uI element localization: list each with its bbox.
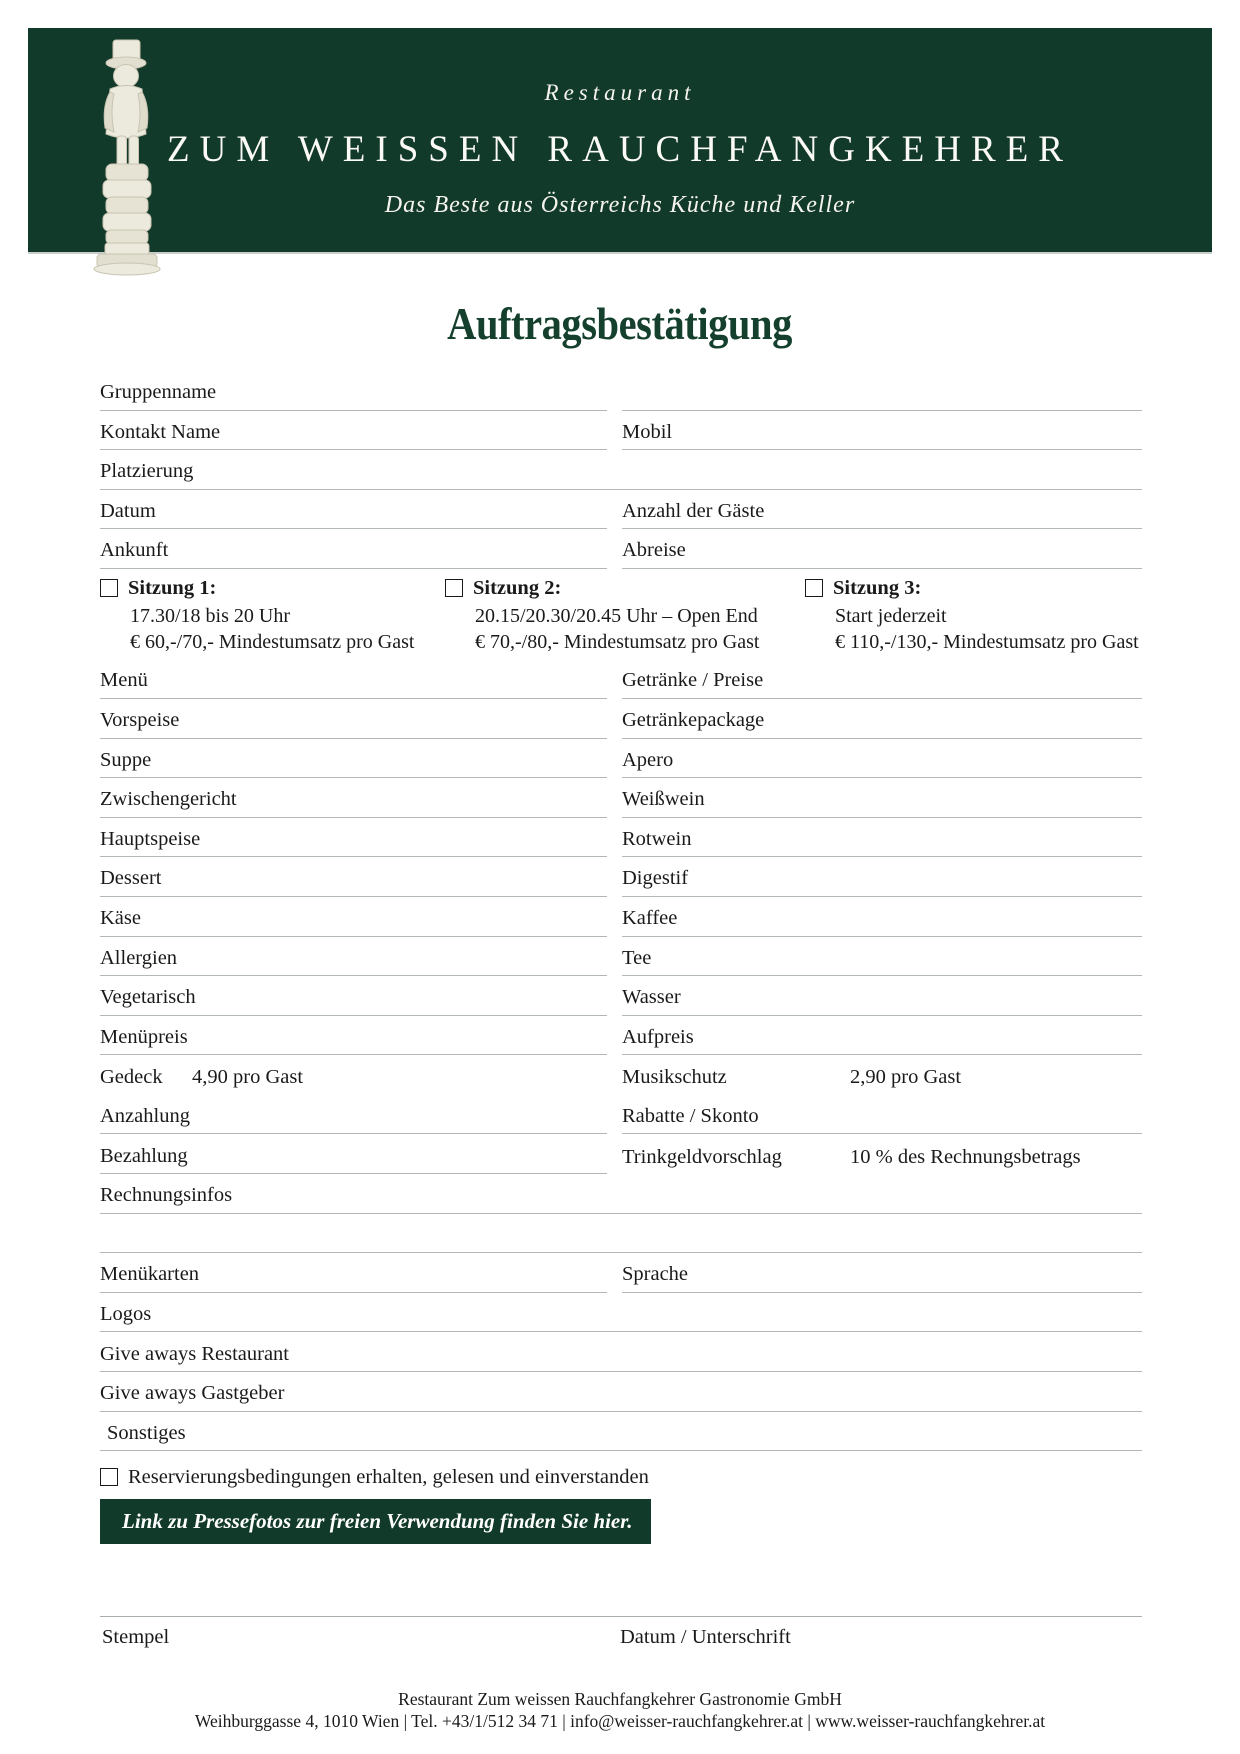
sonstiges-field[interactable] [100, 1412, 1142, 1452]
page-title: Auftragsbestätigung [447, 299, 793, 349]
footer [0, 1688, 1240, 1732]
anzahl-gaeste-field[interactable] [622, 490, 1142, 530]
field-label: Logos [100, 1302, 152, 1325]
rotwein-field[interactable] [622, 818, 1142, 858]
weisswein-field[interactable] [622, 778, 1142, 818]
field-label: Allergien [100, 946, 178, 969]
field-label: Ankunft [100, 539, 169, 562]
agreement-checkbox[interactable] [100, 1468, 118, 1486]
form-row [100, 1016, 1142, 1056]
agreement-row [100, 1465, 1142, 1489]
form-row [100, 1332, 1142, 1372]
rabatte-skonto-field[interactable] [622, 1095, 1142, 1135]
form-row [100, 897, 1142, 937]
form-row [100, 739, 1142, 779]
sitzung-1-checkbox[interactable] [100, 579, 118, 597]
allergien-field[interactable] [100, 937, 607, 977]
form-row [100, 699, 1142, 739]
sitzung-2-label: Sitzung 2: [473, 576, 562, 599]
vegetarisch-field[interactable] [100, 976, 607, 1016]
field-label: Give aways Gastgeber [100, 1382, 285, 1405]
form-row [100, 1214, 1142, 1254]
form-row [100, 976, 1142, 1016]
field-label: Bezahlung [100, 1144, 188, 1167]
field-label: Kaffee [622, 907, 678, 930]
restaurant-subtitle: Restaurant [544, 80, 696, 105]
form-row [100, 411, 1142, 451]
restaurant-name: ZUM WEISSEN RAUCHFANGKEHRER [167, 129, 1073, 170]
field-label: Sprache [622, 1263, 689, 1286]
menuepreis-field[interactable] [100, 1016, 607, 1056]
menuekarten-field[interactable] [100, 1253, 607, 1293]
kaffee-field[interactable] [622, 897, 1142, 937]
field-label: Digestif [622, 867, 689, 890]
kaese-field[interactable] [100, 897, 607, 937]
stempel-label: Stempel [102, 1626, 170, 1648]
header-banner [28, 28, 1212, 252]
aufpreis-field[interactable] [622, 1016, 1142, 1056]
field-label: Rabatte / Skonto [622, 1104, 759, 1127]
form-row [100, 818, 1142, 858]
sitzung-1-details: 17.30/18 bis 20 Uhr € 60,-/70,- Mindestumsatz pro Gast [130, 604, 415, 653]
form-row [100, 529, 1142, 569]
kontakt-name-field[interactable] [100, 411, 607, 451]
footer-contact: Weihburggasse 4, 1010 Wien | Tel. +43/1/512 34 71 | info@weisser-rauchfangkehrer.at | www.weisser-rauchfangkehrer.at [194, 1711, 1046, 1731]
field-label: Tee [622, 946, 652, 969]
sitzung-3-label: Sitzung 3: [833, 576, 922, 599]
field-label: Kontakt Name [100, 420, 221, 443]
anzahlung-field[interactable] [100, 1095, 607, 1135]
field-label: Wasser [622, 986, 681, 1009]
form-row [100, 490, 1142, 530]
form-row [100, 1095, 1142, 1135]
field-label: Datum [100, 499, 156, 522]
tee-field[interactable] [622, 937, 1142, 977]
field-label: Platzierung [100, 460, 194, 483]
vorspeise-field[interactable] [100, 699, 607, 739]
sitzung-1-option [100, 577, 414, 655]
field-label: Rotwein [622, 827, 692, 850]
form-row [100, 1253, 1142, 1293]
mobil-field[interactable] [622, 411, 1142, 451]
field-label: Hauptspeise [100, 827, 201, 850]
field-label: Vegetarisch [100, 986, 196, 1009]
form-row [100, 857, 1142, 897]
datum-unterschrift-label: Datum / Unterschrift [620, 1626, 791, 1648]
form-row [100, 1293, 1142, 1333]
platzierung-field[interactable] [100, 450, 1142, 490]
field-label: Anzahl der Gäste [622, 499, 765, 522]
form-row [100, 1412, 1142, 1452]
trinkgeld-row [622, 1134, 1142, 1174]
musikschutz-row [622, 1055, 1142, 1095]
form-row [100, 1055, 1142, 1095]
apero-field[interactable] [622, 739, 1142, 779]
sitzung-2-option [445, 577, 759, 655]
field-label: Getränke / Preise [622, 669, 764, 692]
footer-company: Restaurant Zum weissen Rauchfangkehrer Gastronomie GmbH [398, 1689, 842, 1709]
ankunft-field[interactable] [100, 529, 607, 569]
field-label: Trinkgeldvorschlag [622, 1145, 782, 1168]
hauptspeise-field[interactable] [100, 818, 607, 858]
field-label: Musikschutz [622, 1066, 727, 1089]
sitzung-3-option [805, 577, 1139, 655]
field-label: Vorspeise [100, 709, 180, 732]
bezahlung-field[interactable] [100, 1134, 607, 1174]
field-label: Rechnungsinfos [100, 1184, 233, 1207]
order-form [100, 371, 1142, 1544]
field-label: Mobil [622, 420, 673, 443]
field-label: Menü [100, 669, 148, 692]
form-row [100, 1174, 1142, 1214]
field-label: Käse [100, 907, 141, 930]
field-label: Sonstiges [107, 1421, 186, 1444]
rechnungsinfos-extra-field[interactable] [100, 1214, 1142, 1254]
dessert-field[interactable] [100, 857, 607, 897]
giveaways-restaurant-field[interactable] [100, 1332, 1142, 1372]
abreise-field[interactable] [622, 529, 1142, 569]
gedeck-row [100, 1055, 607, 1095]
form-row [100, 778, 1142, 818]
field-label: Menüpreis [100, 1025, 188, 1048]
field-label: Gedeck [100, 1066, 163, 1089]
zwischengericht-field[interactable] [100, 778, 607, 818]
sitzung-1-label: Sitzung 1: [128, 576, 217, 599]
gedeck-value: 4,90 pro Gast [192, 1066, 304, 1089]
form-row [100, 937, 1142, 977]
rechnungsinfos-field[interactable] [100, 1174, 1142, 1214]
field-label: Suppe [100, 748, 152, 771]
press-photos-link-button[interactable]: Link zu Pressefotos zur freien Verwendung finden Sie hier. [100, 1499, 651, 1544]
field-label: Give aways Restaurant [100, 1342, 289, 1365]
giveaways-gastgeber-field[interactable] [100, 1372, 1142, 1412]
restaurant-tagline: Das Beste aus Österreichs Küche und Keller [384, 192, 856, 218]
menue-field[interactable] [100, 659, 607, 699]
sitzung-2-checkbox[interactable] [445, 579, 463, 597]
field-label: Zwischengericht [100, 788, 237, 811]
getraenkepackage-field[interactable] [622, 699, 1142, 739]
trinkgeld-value: 10 % des Rechnungsbetrags [850, 1145, 1081, 1168]
gruppenname-extra-field[interactable] [622, 371, 1142, 411]
sitzung-2-details: 20.15/20.30/20.45 Uhr – Open End € 70,-/80,- Mindestumsatz pro Gast [475, 604, 760, 653]
form-row [100, 1134, 1142, 1174]
wasser-field[interactable] [622, 976, 1142, 1016]
field-label: Aufpreis [622, 1025, 694, 1048]
field-label: Abreise [622, 539, 686, 562]
datum-field[interactable] [100, 490, 607, 530]
field-label: Menükarten [100, 1263, 200, 1286]
form-row [100, 659, 1142, 699]
digestif-field[interactable] [622, 857, 1142, 897]
sprache-field[interactable] [622, 1253, 1142, 1293]
field-label: Weißwein [622, 788, 705, 811]
form-row [100, 1372, 1142, 1412]
signature-section [100, 1616, 1142, 1648]
field-label: Dessert [100, 867, 162, 890]
field-label: Gruppenname [100, 381, 217, 404]
suppe-field[interactable] [100, 739, 607, 779]
field-label: Apero [622, 748, 674, 771]
gruppenname-field[interactable] [100, 371, 607, 411]
sitzung-3-checkbox[interactable] [805, 579, 823, 597]
form-row [100, 371, 1142, 411]
form-row [100, 450, 1142, 490]
logos-field[interactable] [100, 1293, 1142, 1333]
getraenke-preise-field[interactable] [622, 659, 1142, 699]
sitzung-3-details: Start jederzeit € 110,-/130,- Mindestumsatz pro Gast [835, 604, 1139, 653]
agreement-label: Reservierungsbedingungen erhalten, gelesen und einverstanden [128, 1465, 649, 1488]
field-label: Anzahlung [100, 1104, 190, 1127]
musikschutz-value: 2,90 pro Gast [850, 1066, 962, 1089]
field-label: Getränkepackage [622, 709, 765, 732]
sitzung-options [100, 569, 1142, 659]
